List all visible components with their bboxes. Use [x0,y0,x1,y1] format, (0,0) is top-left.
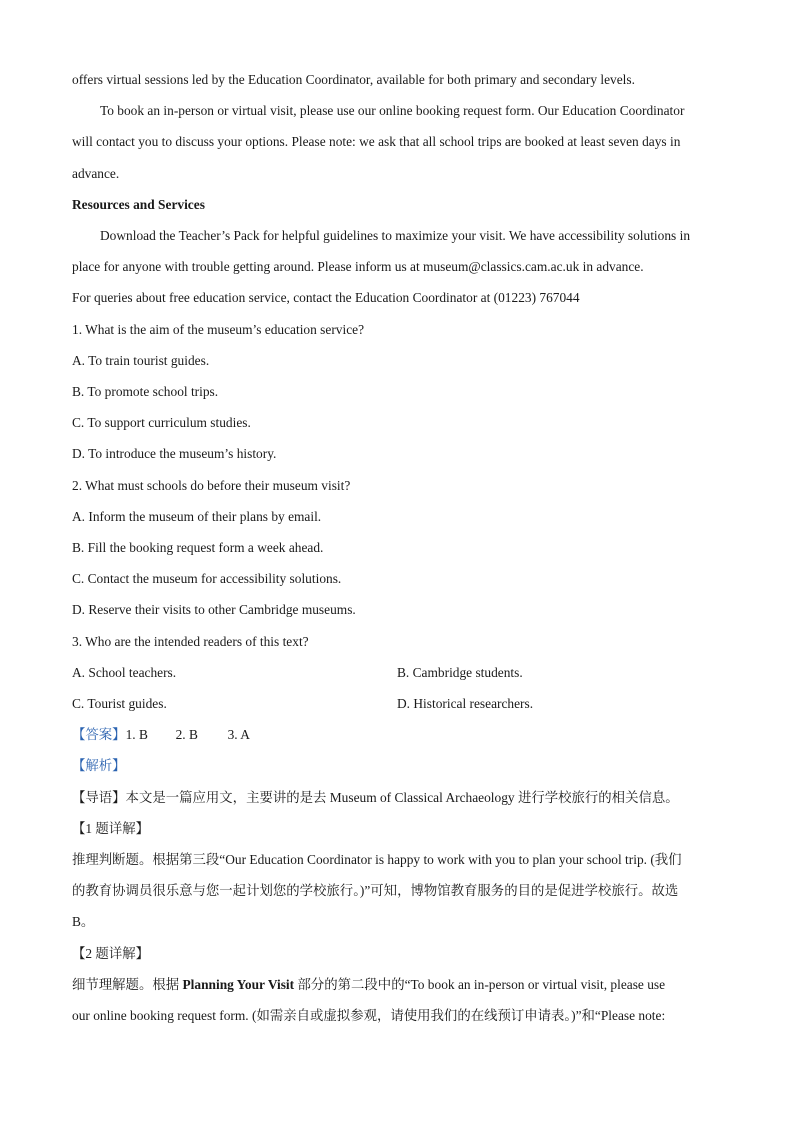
analysis-q2-line-1-post: 部分的第二段中的“To book an in-person or virtual visit, please use [294,976,666,992]
question-3-options-row-2 [72,688,722,719]
question-3-option-a: A. School teachers. [72,664,177,680]
analysis-label: 【解析】 [72,758,126,774]
question-1-option-b: B. To promote school trips. [72,384,219,400]
question-1-option-d: D. To introduce the museum’s history. [72,446,277,462]
question-2-option-c: C. Contact the museum for accessibility solutions. [72,571,342,587]
question-3-stem: 3. Who are the intended readers of this text? [72,633,309,649]
question-1-option-a: A. To train tourist guides. [72,352,210,368]
question-3-option-c: C. Tourist guides. [72,696,167,712]
question-2-option-d: D. Reserve their visits to other Cambridge museums. [72,602,356,618]
answer-item-2: 2. B [175,727,198,743]
analysis-q2-line-1-pre: 细节理解题。根据 [72,976,183,992]
question-3-option-d: D. Historical researchers. [397,696,534,712]
passage-paragraph-4: For queries about free education service, contact the Education Coordinator at (01223) 767044 [72,290,580,306]
question-2-option-a: A. Inform the museum of their plans by email. [72,508,322,524]
passage-paragraph-1-tail: offers virtual sessions led by the Education Coordinator, available for both primary and secondary levels. [72,72,635,87]
answer-line [72,719,722,750]
document-page [72,64,722,1031]
question-2-stem: 2. What must schools do before their museum visit? [72,477,351,493]
analysis-q2-line-2: our online booking request form. (如需亲自或虚拟参观，请使用我们的在线预订申请表。)”和“Please note: [72,1008,666,1024]
question-2-option-b: B. Fill the booking request form a week ahead. [72,540,324,556]
passage-paragraph-3-line-2: place for anyone with trouble getting around. Please inform us at museum@classics.cam.ac.uk in advance. [72,259,644,275]
analysis-intro: 【导语】本文是一篇应用文，主要讲的是去 Museum of Classical Archaeology 进行学校旅行的相关信息。 [72,789,679,805]
section-heading-resources: Resources and Services [72,196,205,212]
question-3-options-row-1 [72,657,722,688]
analysis-q2-label: 【2 题详解】 [72,945,149,961]
analysis-q2-section-ref: Planning Your Visit [182,976,295,992]
analysis-q1-label: 【1 题详解】 [72,820,149,836]
question-3-option-b: B. Cambridge students. [397,664,523,680]
analysis-q2-line-1 [72,969,722,1000]
passage-paragraph-2-line-2: will contact you to discuss your options. Please note: we ask that all school trips are booked at least seven days in [72,134,681,150]
passage-paragraph-2-line-1: To book an in-person or virtual visit, please use our online booking request form. Our Education Coordinator [100,103,685,119]
analysis-q1-line-3: B。 [72,914,95,930]
passage-paragraph-2-line-3: advance. [72,165,120,181]
answer-item-3: 3. A [227,727,250,743]
analysis-q1-line-2: 的教育协调员很乐意与您一起计划您的学校旅行。)”可知，博物馆教育服务的目的是促进学校旅行。故选 [72,883,679,899]
answer-label: 【答案】 [72,727,126,743]
answer-item-1: 1. B [125,727,148,743]
passage-paragraph-3-line-1: Download the Teacher’s Pack for helpful guidelines to maximize your visit. We have accessibility solutions in [100,228,691,244]
question-1-stem: 1. What is the aim of the museum’s education service? [72,321,365,337]
question-1-option-c: C. To support curriculum studies. [72,415,251,431]
analysis-q1-line-1: 推理判断题。根据第三段“Our Education Coordinator is happy to work with you to plan your school trip. (我们 [72,852,682,868]
